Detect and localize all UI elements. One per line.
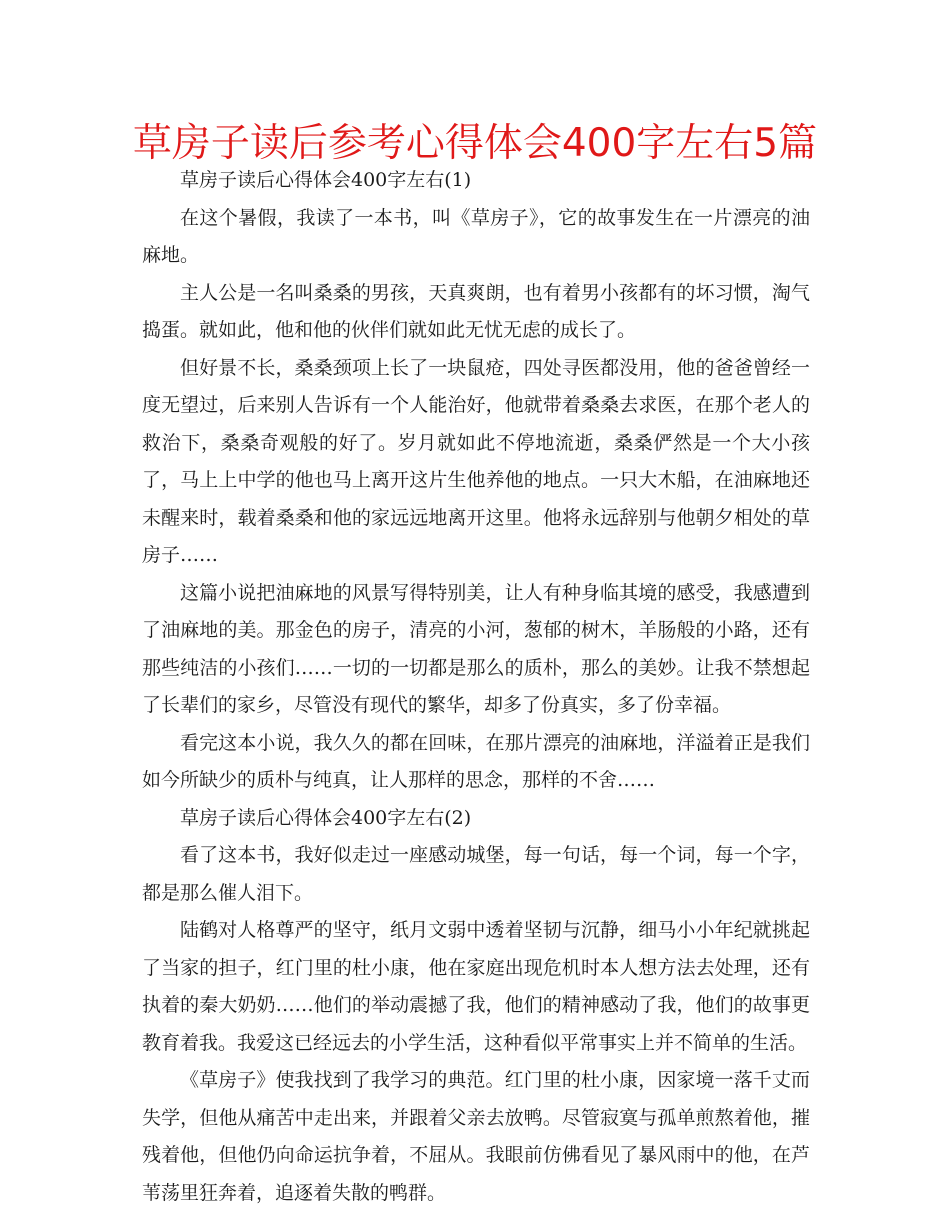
document-title: 草房子读后参考心得体会400字左右5篇: [132, 121, 818, 166]
paragraph: 在这个暑假，我读了一本书，叫《草房子》，它的故事发生在一片漂亮的油麻地。: [142, 206, 810, 266]
paragraph: 这篇小说把油麻地的风景写得特别美，让人有种身临其境的感受，我感遭到了油麻地的美。那金色的房子，清亮的小河，葱郁的树木，羊肠般的小路，还有那些纯洁的小孩们……一切的一切都是那么的质朴，那么的美妙。让我不禁想起了长辈们的家乡，尽管没有现代的繁华，却多了份真实，多了份幸福。: [142, 581, 810, 716]
document-body: [142, 162, 810, 1212]
section-heading-2: 草房子读后心得体会400字左右(2): [180, 806, 472, 829]
section-heading-1: 草房子读后心得体会400字左右(1): [180, 169, 472, 191]
paragraph: 看完这本小说，我久久的都在回味，在那片漂亮的油麻地，洋溢着正是我们如今所缺少的质朴与纯真，让人那样的思念，那样的不舍……: [142, 731, 810, 791]
paragraph: 《草房子》使我找到了我学习的典范。红门里的杜小康，因家境一落千丈而失学，但他从痛苦中走出来，并跟着父亲去放鸭。尽管寂寞与孤单煎熬着他，摧残着他，但他仍向命运抗争着，不屈从。我眼前仿佛看见了暴风雨中的他，在芦苇荡里狂奔着，追逐着失散的鸭群。: [142, 1069, 810, 1204]
paragraph: 但好景不长，桑桑颈项上长了一块鼠疮，四处寻医都没用，他的爸爸曾经一度无望过，后来别人告诉有一个人能治好，他就带着桑桑去求医，在那个老人的救治下，桑桑奇观般的好了。岁月就如此不停地流逝，桑桑俨然是一个大小孩了，马上上中学的他也马上离开这片生他养他的地点。一只大木船，在油麻地还未醒来时，载着桑桑和他的家远远地离开这里。他将永远辞别与他朝夕相处的草房子……: [142, 356, 810, 566]
paragraph: 陆鹤对人格尊严的坚守，纸月文弱中透着坚韧与沉静，细马小小年纪就挑起了当家的担子，红门里的杜小康，他在家庭出现危机时本人想方法去处理，还有执着的秦大奶奶……他们的举动震撼了我，他们的精神感动了我，他们的故事更教育着我。我爱这已经远去的小学生活，这种看似平常事实上并不简单的生活。: [142, 919, 810, 1054]
paragraph: 主人公是一名叫桑桑的男孩，天真爽朗，也有着男小孩都有的坏习惯，淘气捣蛋。就如此，他和他的伙伴们就如此无忧无虑的成长了。: [142, 281, 810, 341]
paragraph: 看了这本书，我好似走过一座感动城堡，每一句话，每一个词，每一个字，都是那么催人泪下。: [142, 844, 810, 904]
